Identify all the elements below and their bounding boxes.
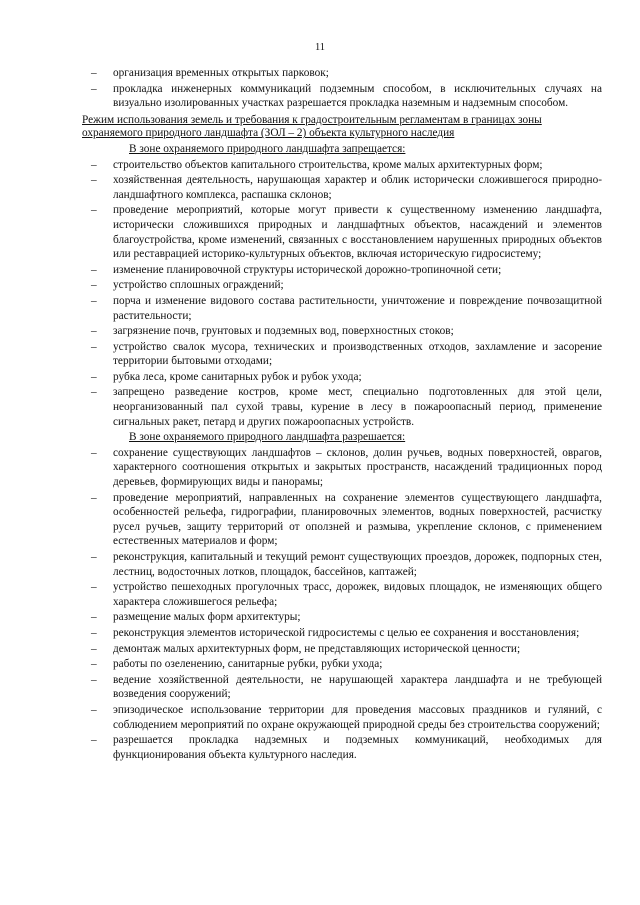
prohibited-heading: В зоне охраняемого природного ландшафта запрещается: <box>129 142 406 155</box>
allowed-list <box>82 446 602 762</box>
list-item: – запрещено разведение костров, кроме мест, специально подготовленных для этой цели, неорганизованный пал сухой травы, курение в лесу в пожароопасный период, применение сигнальных ракет, петард и других пожароопасных устройств. <box>91 386 602 428</box>
list-item: – реконструкция элементов исторической гидросистемы с целью ее сохранения и восстановления; <box>91 626 580 639</box>
list-item: – разрешается прокладка надземных и подземных коммуникаций, необходимых для функционирования объекта культурного наследия. <box>91 734 602 761</box>
list-item: – проведение мероприятий, которые могут привести к существенному изменению ландшафта, исторически сложившихся природных и ландшафтных объектов, насаждений и элементов благоустройства, кроме изменений, связанных с восстановлением нарушенных природных объектов или реставрацией историко-культурных объектов, включая историческую гидросистему; <box>91 204 602 261</box>
list-item: – порча и изменение видового состава растительности, уничтожение и повреждение почвозащитной растительности; <box>91 294 602 322</box>
list-item: – работы по озеленению, санитарные рубки, рубки ухода; <box>91 658 383 671</box>
list-item: – хозяйственная деятельность, нарушающая характер и облик исторически сложившегося природно-ландшафтного комплекса, распашка склонов; <box>91 174 602 201</box>
list-item: – демонтаж малых архитектурных форм, не представляющих исторической ценности; <box>91 642 521 655</box>
list-item: – проведение мероприятий, направленных на сохранение элементов существующего ландшафта, особенностей рельефа, гидрографии, планировочных элементов, водных поверхностей, расчистку русел ручьев, защиту территорий от оползней и размыва, укрепление склонов, с применением естественных материалов и форм; <box>91 491 602 548</box>
list-item: – устройство свалок мусора, технических и производственных отходов, захламление и засорение территории бытовыми отходами; <box>91 340 602 368</box>
list-item: – сохранение существующих ландшафтов – склонов, долин ручьев, водных поверхностей, оврагов, характерного соотношения открытых и закрытых пространств, насаждений традиционных пород деревьев, формирующих виды и панорамы; <box>91 446 602 489</box>
list-item: – прокладка инженерных коммуникаций подземным способом, в исключительных случаях на визуально изолированных участках разрешается прокладка наземным и надземным способом. <box>91 82 602 110</box>
list-item: – организация временных открытых парковок; <box>91 67 329 79</box>
list-item: – загрязнение почв, грунтовых и подземных вод, поверхностных стоков; <box>91 325 454 338</box>
list-item: – изменение планировочной структуры исторической дорожно-тропиночной сети; <box>91 263 502 276</box>
document-body <box>82 66 602 763</box>
list-item: – эпизодическое использование территории для проведения массовых праздников и гуляний, с соблюдением мероприятий по охране окружающей природной среды без строительства сооружений; <box>91 703 602 731</box>
list-item: – устройство пешеходных прогулочных трасс, дорожек, видовых площадок, не изменяющих общего характера сложившегося рельефа; <box>91 581 602 608</box>
list-item: – устройство сплошных ограждений; <box>91 279 284 292</box>
list-item: – рубка леса, кроме санитарных рубок и рубок ухода; <box>91 370 362 383</box>
list-item: – ведение хозяйственной деятельности, не нарушающей характера ландшафта и не требующей возведения сооружений; <box>91 673 602 701</box>
section-heading: Режим использования земель и требования к градостроительным регламентам в границах зоны охраняемого природного ландшафта (ЗОЛ – 2) объекта культурного наследия <box>82 113 542 140</box>
list-item: – строительство объектов капитального строительства, кроме малых архитектурных форм; <box>91 158 543 171</box>
list-item: – реконструкция, капитальный и текущий ремонт существующих проездов, дорожек, подпорных стен, лестниц, водосточных лотков, площадок, бассейнов, каптажей; <box>91 551 602 578</box>
list-item: – размещение малых форм архитектуры; <box>91 611 301 624</box>
page-number: 11 <box>314 42 326 53</box>
allowed-heading: В зоне охраняемого природного ландшафта разрешается: <box>129 431 406 444</box>
prohibited-list <box>82 158 602 430</box>
